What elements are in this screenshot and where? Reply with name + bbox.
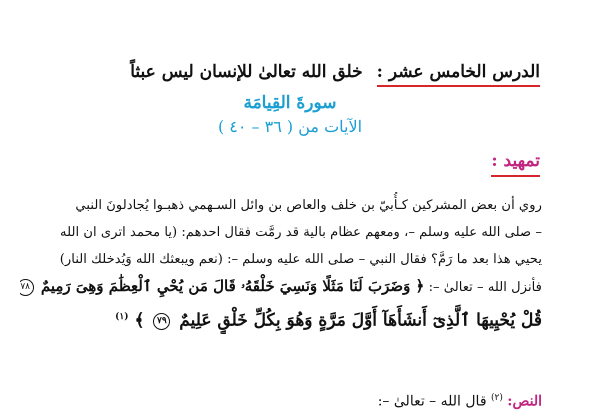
quran-closing-bracket: ﴾	[134, 310, 145, 331]
quran-intro-line	[20, 273, 542, 300]
intro-paragraph	[20, 192, 542, 334]
intro-heading: تمهيد :	[491, 151, 540, 177]
next-section-text: قال الله – تعالىٰ –:	[377, 394, 487, 410]
surah-name: سورةَ القِيامَة	[243, 93, 337, 113]
verse-number-marker: ٧٨	[20, 279, 34, 296]
footnote-marker: (٢)	[490, 393, 503, 404]
text-section-label: النص:	[507, 394, 542, 410]
verse-range: الآيات من ( ٣٦ – ٤٠ )	[217, 117, 363, 136]
paragraph-line: يحيي هذا بعد ما رَمَّ؟ فقال النبي – صلى الله عليه وسلم –: (نعم ويبعثك الله وَيُدخلك النار)	[59, 252, 542, 267]
paragraph-line: – صلى الله عليه وسلم –، ومعهم عظام بالية قد رمَّت فقال احدهم: (يا محمد اترى ان الله	[60, 225, 542, 240]
lesson-title: خلق الله تعالىٰ للإنسان ليس عبثاً	[130, 62, 363, 82]
lesson-heading	[130, 62, 540, 87]
quran-verse-text: ﴿ وَضَرَبَ لَنَا مَثَلًا وَنَسِيَ خَلْقَهُۥ قَالَ مَن يُحْيِ ٱلْعِظَٰمَ وَهِىَ رَمِيمٌ	[40, 277, 425, 295]
quran-verse-text: قُلْ يُحْيِيهَا ٱلَّذِىٓ أَنشَأَهَآ أَوَّلَ مَرَّةٍ وَهُوَ بِكُلِّ خَلْقٍ عَلِيمٌ	[179, 310, 542, 331]
quran-verse-line	[20, 300, 542, 334]
lesson-number-label: الدرس الخامس عشر :	[377, 62, 540, 87]
footnote-marker: (١)	[115, 312, 129, 322]
quran-intro-prefix: فأنزل الله – تعالىٰ –:	[428, 280, 542, 295]
verse-number-marker: ٧٩	[153, 313, 170, 330]
paragraph-line: روي أن بعض المشركين كـأُبيّ بن خلف والعاص بن وائل السـهمي ذهبـوا يُجادلونَ النبي	[75, 198, 542, 213]
